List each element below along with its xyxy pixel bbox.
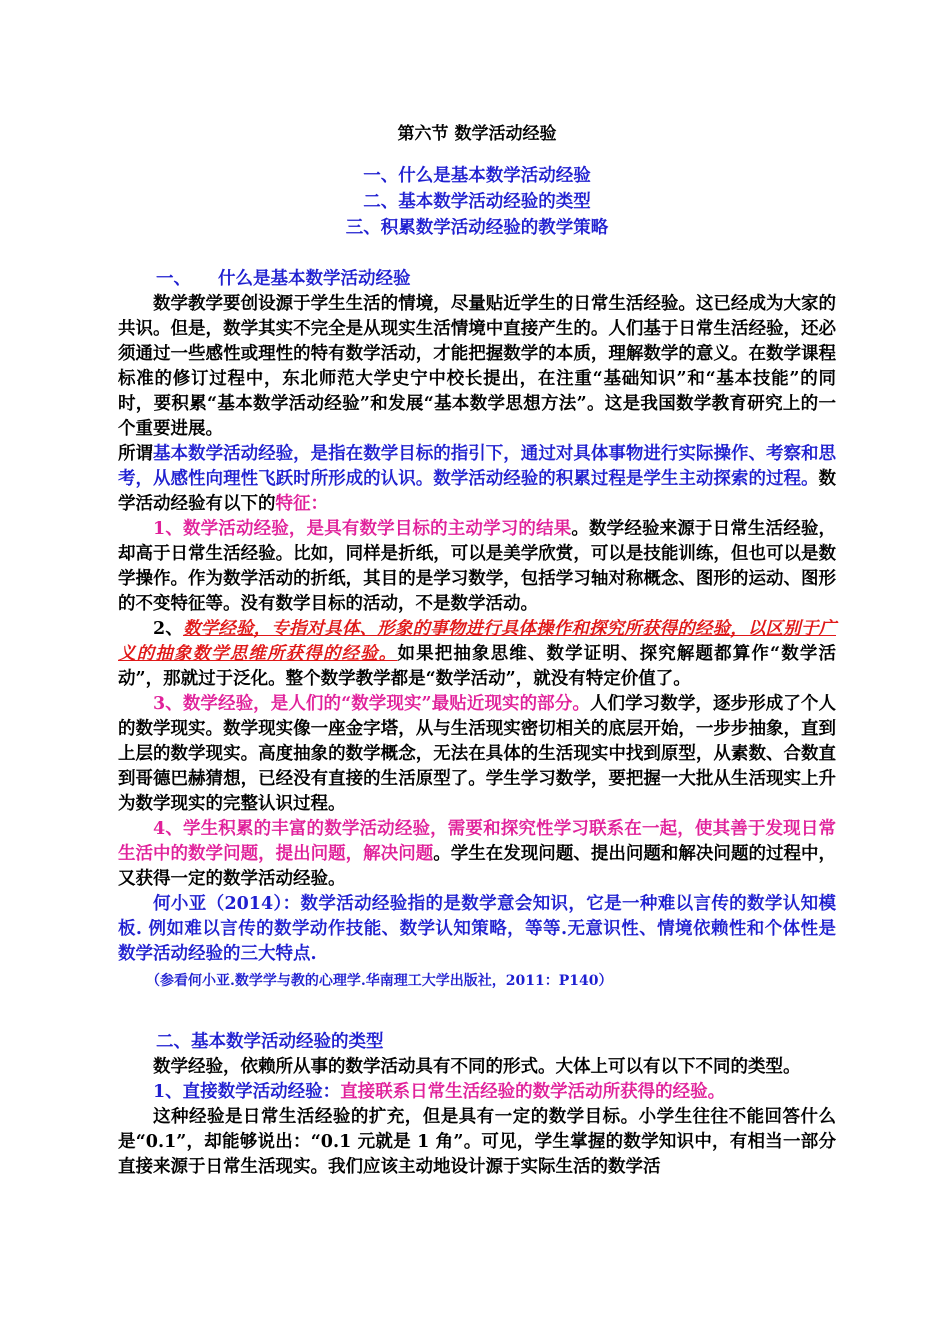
paragraph: 这种经验是日常生活经验的扩充，但是具有一定的数学目标。小学生往往不能回答什么是“0.1”，却能够说出：“0.1 元就是 1 角”。可见，学生掌握的数学知识中，有相当一部分直接来源于日常生活现实。我们应该主动地设计源于实际生活的数学活 bbox=[118, 1107, 836, 1177]
text-run: 人们学习数学，逐步形成了个人的数学现实。数学现实像一座金字塔，从与生活现实密切相关的底层开始，一步步抽象，直到上层的数学现实。高度抽象的数学概念，无法在具体的生活现实中找到原型，从素数、合数直到哥德巴赫猜想，已经没有直接的生活原型了。学生学习数学，要把握一大批从生活现实上升为数学现实的完整认识过程。 bbox=[118, 694, 836, 814]
toc-item: 二、基本数学活动经验的类型 bbox=[363, 192, 591, 212]
text-run: 。学生在发现问题、提出问题和解决问题的过程中，又获得一定的数学活动经验。 bbox=[118, 844, 837, 889]
paragraph: 数学教学要创设源于学生生活的情境，尽量贴近学生的日常生活经验。这已经成为大家的共识。但是，数学其实不完全是从现实生活情境中直接产生的。人们基于日常生活经验，还必须通过一些感性或理性的特有数学活动，才能把握数学的本质，理解数学的意义。在数学课程标准的修订过程中，东北师范大学史宁中校长提出，在注重“基础知识”和“基本技能”的同时，要积累“基本数学活动经验”和发展“基本数学思想方法”。这是我国数学教育研究上的一个重要进展。 bbox=[118, 294, 836, 439]
reference-note: （参看何小亚.数学学与教的心理学.华南理工大学出版社，2011：P140） bbox=[146, 973, 613, 989]
text-run: 数学活动经验有以下的 bbox=[118, 469, 836, 514]
paragraph-definition bbox=[118, 442, 836, 517]
highlight-term: 基本数学活动经验 bbox=[153, 444, 294, 464]
type-label: 1、直接数学活动经验： bbox=[153, 1082, 341, 1102]
feature-highlight: 4、学生积累的丰富的数学活动经验，需要和探究性学习联系在一起，使其善于发现日常生活中的数学问题，提出问题，解决问题 bbox=[118, 819, 836, 864]
he-xiaoya-quote: 何小亚（2014）：数学活动经验指的是数学意会知识，它是一种难以言传的数学认知模板. 例如难以言传的数学动作技能、数学认知策略，等等.无意识性、情境依赖性和个体性是数学活动经验的三大特点. bbox=[118, 894, 836, 964]
feature-highlight: 数学经验，专指对具体、形象的事物进行具体操作和探究所获得的经验，以区别于广义的抽象数学思维所获得的经验。 bbox=[118, 619, 836, 664]
page-title: 第六节 数学活动经验 bbox=[397, 124, 557, 144]
toc-item: 一、什么是基本数学活动经验 bbox=[363, 166, 591, 186]
type-definition: 直接联系日常生活经验的数学活动所获得的经验。 bbox=[340, 1082, 726, 1102]
text-run: 如果把抽象思维、数学证明、探究解题都算作“数学活动”，那就过于泛化。整个数学教学都是“数学活动”，就没有特定价值了。 bbox=[118, 644, 836, 689]
paragraph: 数学经验，依赖所从事的数学活动具有不同的形式。大体上可以有以下不同的类型。 bbox=[153, 1057, 801, 1077]
feature-4 bbox=[118, 817, 836, 892]
text-run: 所谓 bbox=[118, 444, 154, 464]
document-page bbox=[118, 122, 836, 1180]
section-1-heading bbox=[156, 267, 836, 292]
section-2-heading: 二、基本数学活动经验的类型 bbox=[156, 1032, 384, 1052]
definition-text: ，是指在数学目标的指引下，通过对具体事物进行实际操作、考察和思考，从感性向理性飞跃时所形成的认识。数学活动经验的积累过程是学生主动探索的过程。 bbox=[118, 444, 837, 489]
feature-3 bbox=[118, 692, 836, 817]
text-run: 2、 bbox=[153, 619, 183, 639]
section-title: 什么是基本数学活动经验 bbox=[218, 269, 411, 289]
feature-2 bbox=[118, 617, 836, 692]
feature-1 bbox=[118, 517, 836, 617]
text-run: 。数学经验来源于日常生活经验，却高于日常生活经验。比如，同样是折纸，可以是美学欣赏，可以是技能训练，但也可以是数学操作。作为数学活动的折纸，其目的是学习数学，包括学习轴对称概念、图形的运动、图形的不变特征等。没有数学目标的活动，不是数学活动。 bbox=[118, 519, 836, 614]
feature-highlight: 1、数学活动经验，是具有数学目标的主动学习的结果 bbox=[153, 519, 572, 539]
table-of-contents bbox=[118, 163, 836, 241]
toc-item: 三、积累数学活动经验的教学策略 bbox=[345, 218, 609, 238]
highlight-term: 特征： bbox=[275, 494, 328, 514]
section-number: 一、 bbox=[156, 269, 191, 289]
feature-highlight: 3、数学经验，是人们的“数学现实”最贴近现实的部分。 bbox=[153, 694, 590, 714]
type-1 bbox=[118, 1080, 836, 1105]
